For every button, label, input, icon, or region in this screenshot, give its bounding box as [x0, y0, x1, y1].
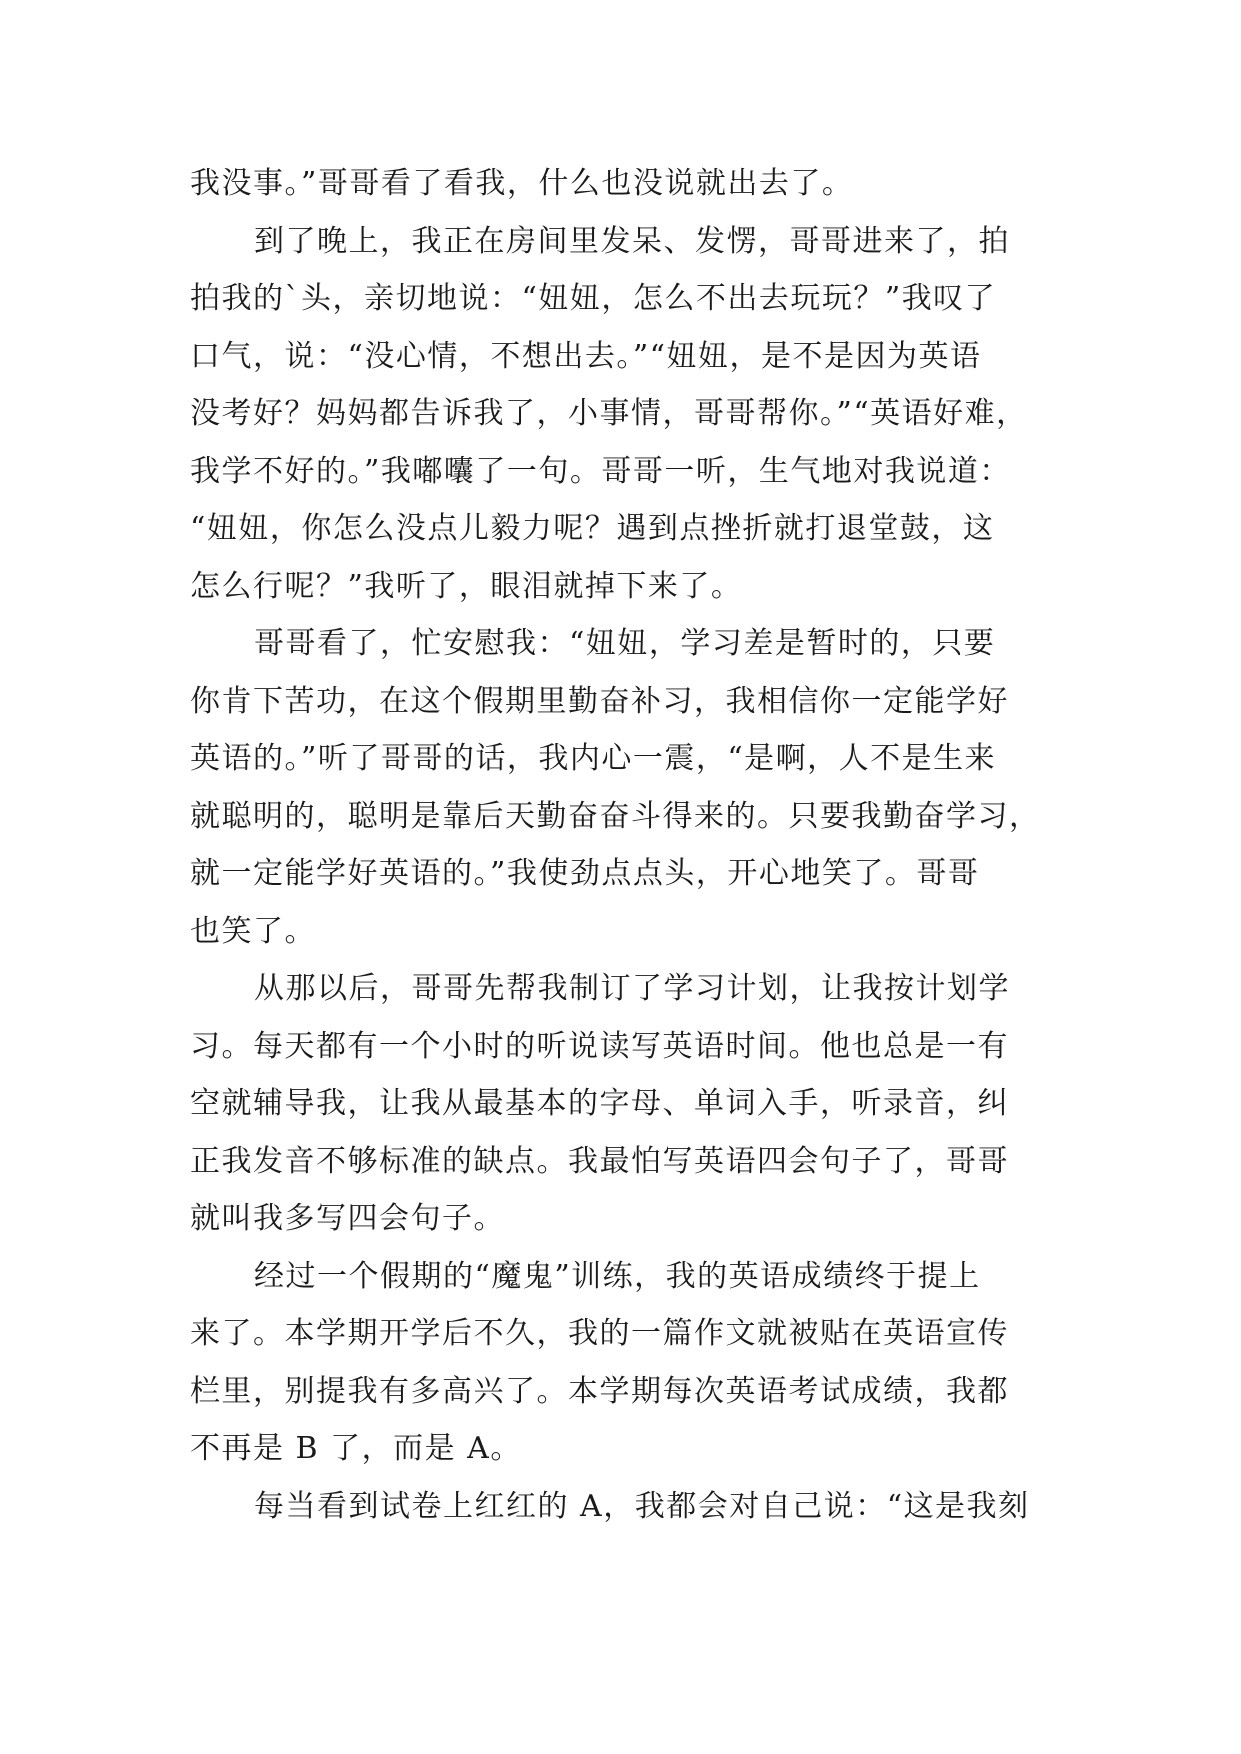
text-line: 来了。本学期开学后不久，我的一篇作文就被贴在英语宣传: [190, 1316, 1009, 1351]
text-line: 就叫我多写四会句子。: [190, 1201, 505, 1236]
text-line: 也笑了。: [190, 913, 316, 949]
text-line: 不再是 B 了，而是 A。: [190, 1431, 522, 1466]
text-line: “妞妞，你怎么没点儿毅力呢？遇到点挫折就打退堂鼓，这: [190, 511, 995, 546]
text-line: 习。每天都有一个小时的听说读写英语时间。他也总是一有: [190, 1028, 1009, 1064]
text-line: 怎么行呢？”我听了，眼泪就掉下来了。: [190, 568, 743, 604]
paragraph-first-line: 从那以后，哥哥先帮我制订了学习计划，让我按计划学: [254, 971, 1010, 1006]
paragraph-first-line: 哥哥看了，忙安慰我：“妞妞，学习差是暂时的，只要: [254, 626, 996, 661]
text-line: 就聪明的，聪明是靠后天勤奋奋斗得来的。只要我勤奋学习，: [190, 798, 1041, 834]
text-line: 正我发音不够标准的缺点。我最怕写英语四会句子了，哥哥: [190, 1143, 1009, 1179]
text-line: 空就辅导我，让我从最基本的字母、单词入手，听录音，纠: [190, 1086, 1009, 1121]
text-line: 英语的。”听了哥哥的话，我内心一震，“是啊，人不是生来: [190, 741, 997, 776]
text-line: 口气，说：“没心情，不想出去。”“妞妞，是不是因为英语: [190, 338, 982, 374]
text-line: 栏里，别提我有多高兴了。本学期每次英语考试成绩，我都: [190, 1373, 1009, 1409]
text-line: 没考好？妈妈都告诉我了，小事情，哥哥帮你。”“英语好难，: [190, 396, 1028, 431]
text-line: 我没事。”哥哥看了看我，什么也没说就出去了。: [190, 166, 854, 201]
text-line: 我学不好的。”我嘟囔了一句。哥哥一听，生气地对我说道：: [190, 453, 1011, 489]
text-line: 你肯下苦功，在这个假期里勤奋补习，我相信你一定能学好: [190, 683, 1009, 719]
paragraph-first-line: 到了晚上，我正在房间里发呆、发愣，哥哥进来了，拍: [254, 223, 1010, 259]
text-line: 拍我的`头，亲切地说：“妞妞，怎么不出去玩玩？”我叹了: [190, 281, 997, 316]
body-text: [190, 155, 1090, 1535]
paragraph-first-line: 经过一个假期的“魔鬼”训练，我的英语成绩终于提上: [254, 1258, 981, 1294]
paragraph-first-line: 每当看到试卷上红红的 A，我都会对自己说：“这是我刻: [254, 1488, 1030, 1524]
text-line: 就一定能学好英语的。”我使劲点点头，开心地笑了。哥哥: [190, 856, 980, 891]
